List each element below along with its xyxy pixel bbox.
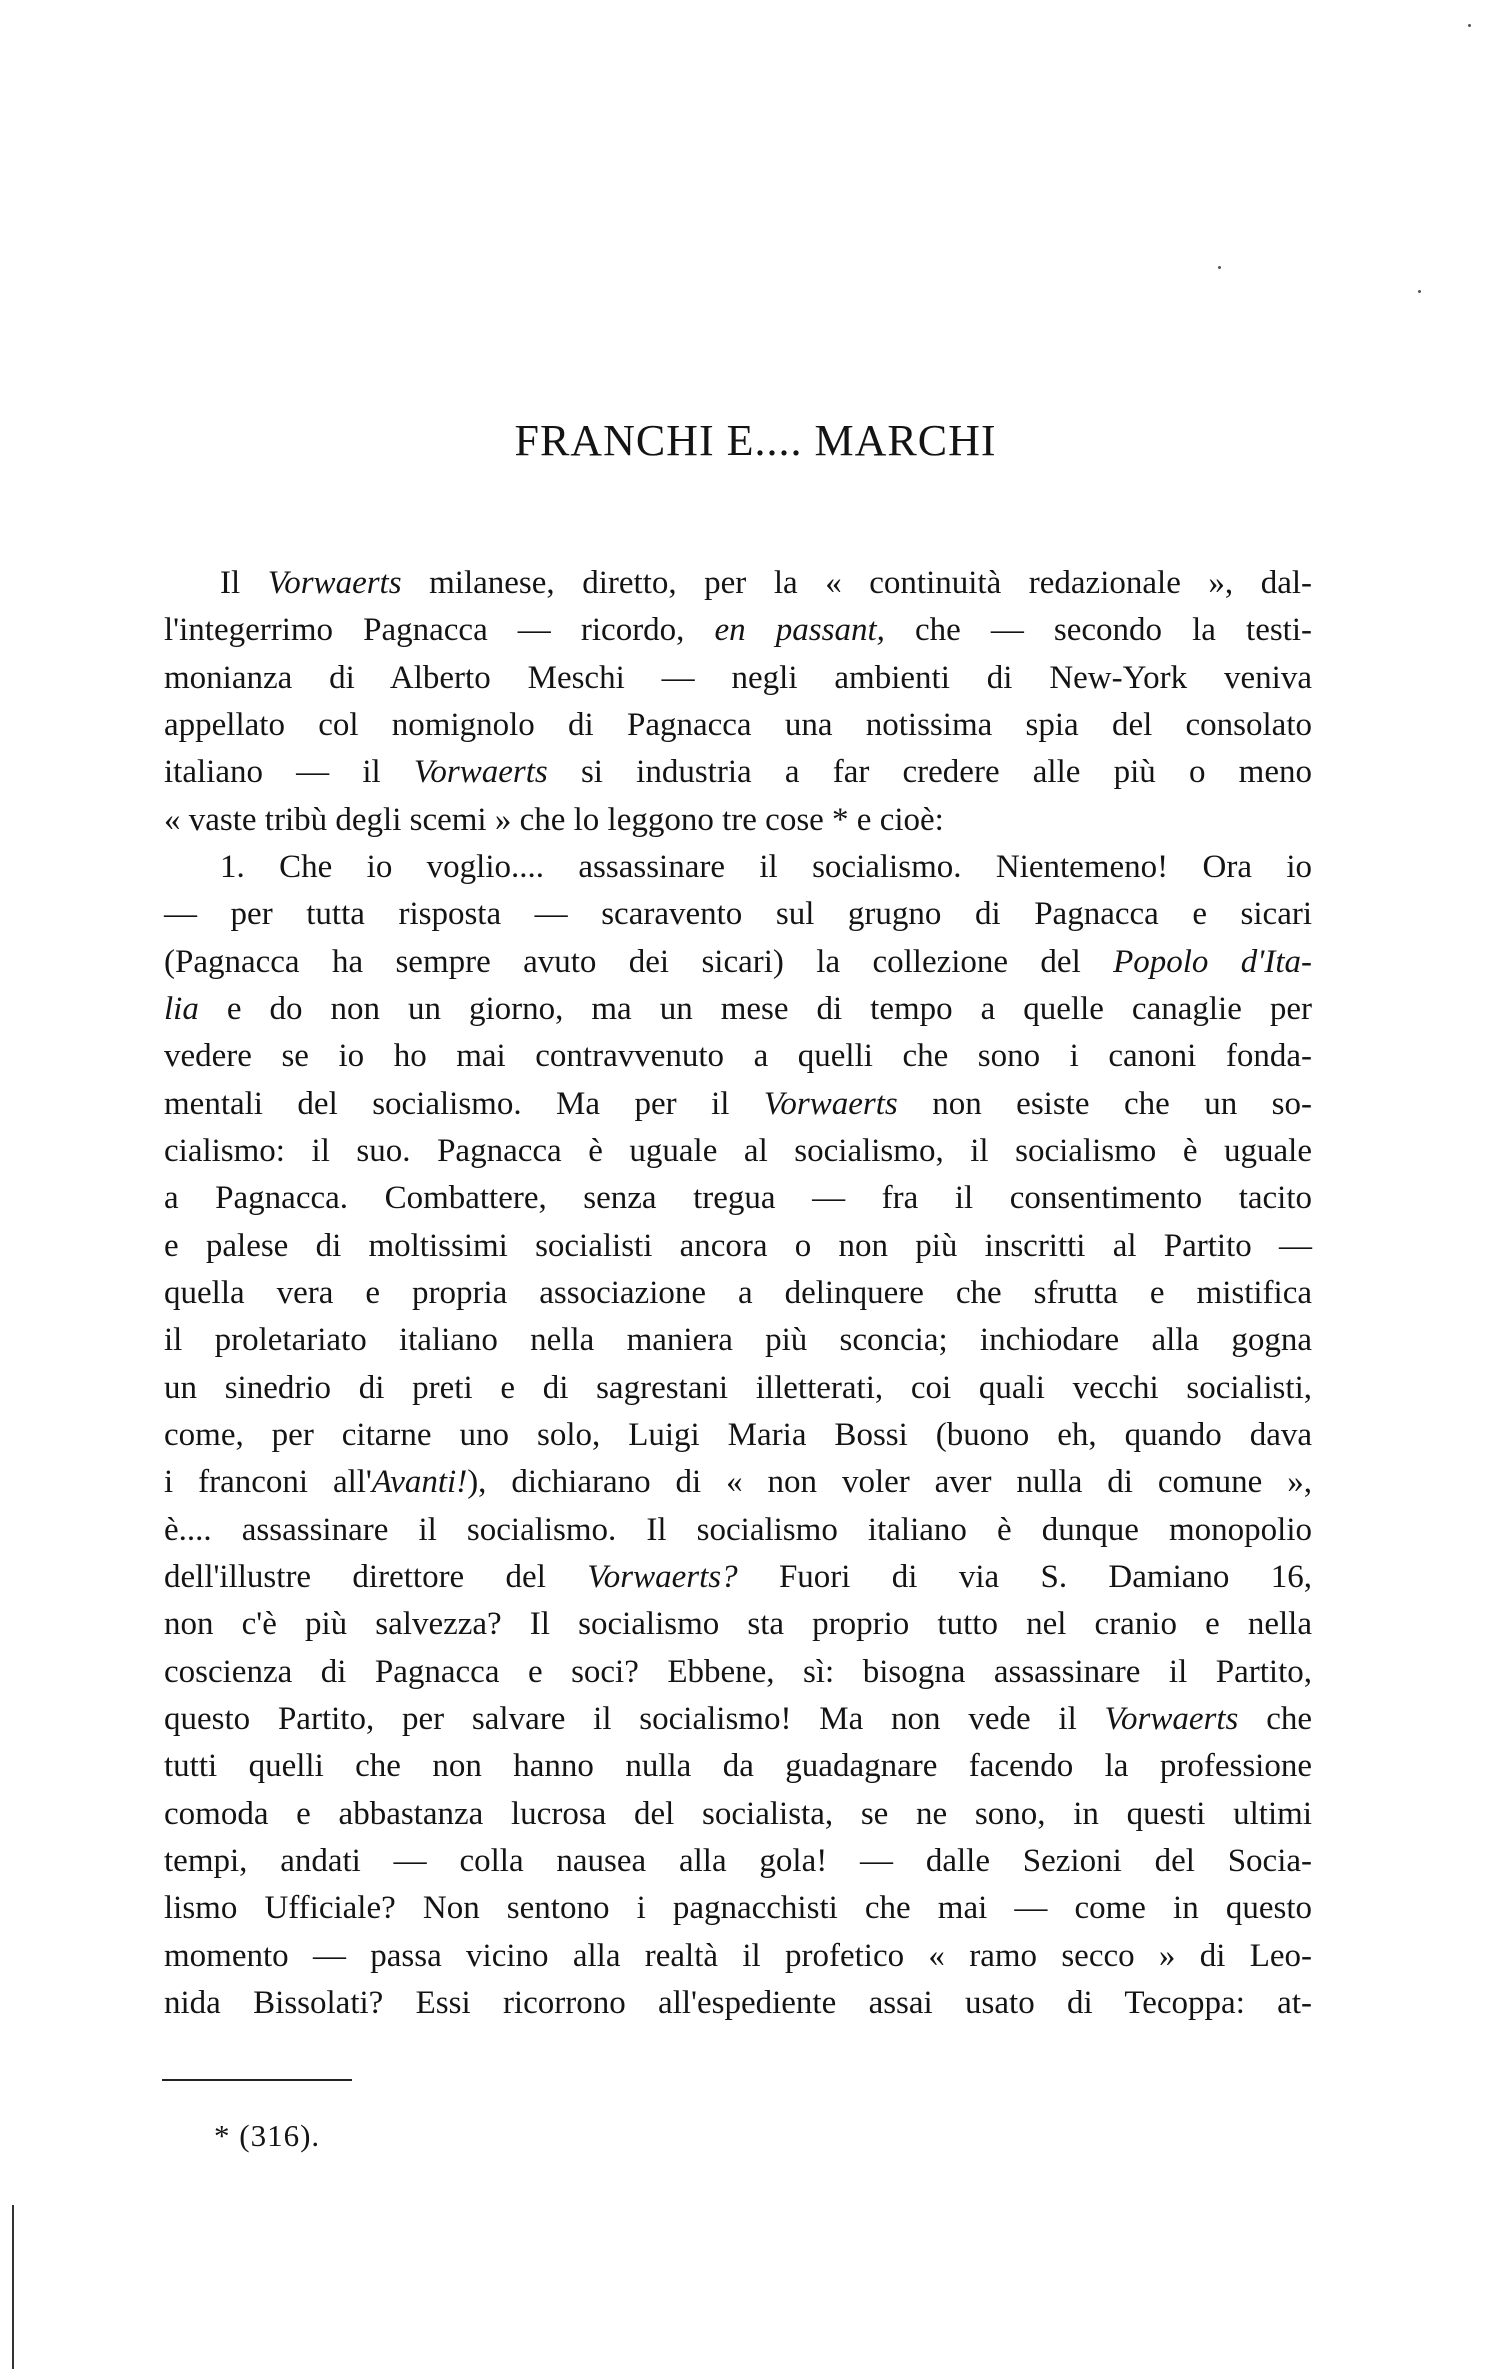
footnote: * (316). [214,2118,321,2153]
scan-speck [1468,24,1471,27]
text-line: — per tutta risposta — scaravento sul grugno di Pagnacca e sicari [164,896,1312,933]
text-line: momento — passa vicino alla realtà il profetico « ramo secco » di Leo- [164,1937,1312,1974]
footnote-divider [162,2079,352,2081]
text-line: lismo Ufficiale? Non sentono i pagnacchisti che mai — come in questo [164,1890,1312,1927]
scan-speck [1418,290,1421,293]
text-line: e palese di moltissimi socialisti ancora o non più inscritti al Partito — [164,1227,1312,1264]
scan-speck [1218,266,1221,269]
text-line: i franconi all'Avanti!), dichiarano di « non voler aver nulla di comune », [164,1464,1312,1501]
text-line: appellato col nomignolo di Pagnacca una notissima spia del consolato [164,706,1312,743]
text-line: Il Vorwaerts milanese, diretto, per la « continuità redazionale », dal- [220,565,1312,601]
text-line: lia e do non un giorno, ma un mese di tempo a quelle canaglie per [164,990,1312,1027]
text-line: monianza di Alberto Meschi — negli ambienti di New-York veniva [164,659,1312,696]
text-line: il proletariato italiano nella maniera più sconcia; inchiodare alla gogna [164,1322,1312,1359]
scan-edge-line [12,2205,14,2369]
text-line: è.... assassinare il socialismo. Il socialismo italiano è dunque monopolio [164,1511,1312,1548]
text-line: cialismo: il suo. Pagnacca è uguale al socialismo, il socialismo è uguale [164,1132,1312,1169]
text-line: come, per citarne uno solo, Luigi Maria Bossi (buono eh, quando dava [164,1416,1312,1453]
text-line: quella vera e propria associazione a delinquere che sfrutta e mistifica [164,1274,1312,1311]
text-line: (Pagnacca ha sempre avuto dei sicari) la collezione del Popolo d'Ita- [164,943,1313,980]
body-paragraph [164,560,1312,2027]
text-line: italiano — il Vorwaerts si industria a far credere alle più o meno [164,754,1312,791]
text-line: un sinedrio di preti e di sagrestani illetterati, coi quali vecchi socialisti, [164,1369,1312,1406]
text-line: coscienza di Pagnacca e soci? Ebbene, sì: bisogna assassinare il Partito, [164,1653,1312,1690]
text-line: mentali del socialismo. Ma per il Vorwaerts non esiste che un so- [164,1085,1312,1122]
text-line: questo Partito, per salvare il socialismo! Ma non vede il Vorwaerts che [164,1700,1312,1737]
text-line: tempi, andati — colla nausea alla gola! — dalle Sezioni del Socia- [164,1842,1312,1879]
text-line: a Pagnacca. Combattere, senza tregua — fra il consentimento tacito [164,1180,1312,1217]
text-line: vedere se io ho mai contravvenuto a quelli che sono i canoni fonda- [164,1038,1312,1075]
text-line: dell'illustre direttore del Vorwaerts? Fuori di via S. Damiano 16, [164,1558,1312,1595]
text-line: non c'è più salvezza? Il socialismo sta proprio tutto nel cranio e nella [164,1606,1312,1643]
text-line: tutti quelli che non hanno nulla da guadagnare facendo la professione [164,1748,1312,1785]
list-item-1: 1. Che io voglio.... assassinare il socialismo. Nientemeno! Ora io [220,848,1312,885]
text-line: comoda e abbastanza lucrosa del socialista, se ne sono, in questi ultimi [164,1795,1312,1832]
text-line: nida Bissolati? Essi ricorrono all'espediente assai usato di Tecoppa: at- [164,1984,1312,2021]
text-line: l'integerrimo Pagnacca — ricordo, en passant, che — secondo la testi- [164,612,1313,649]
text-line: « vaste tribù degli scemi » che lo leggono tre cose * e cioè: [164,801,944,838]
chapter-title: FRANCHI E.... MARCHI [514,416,997,465]
